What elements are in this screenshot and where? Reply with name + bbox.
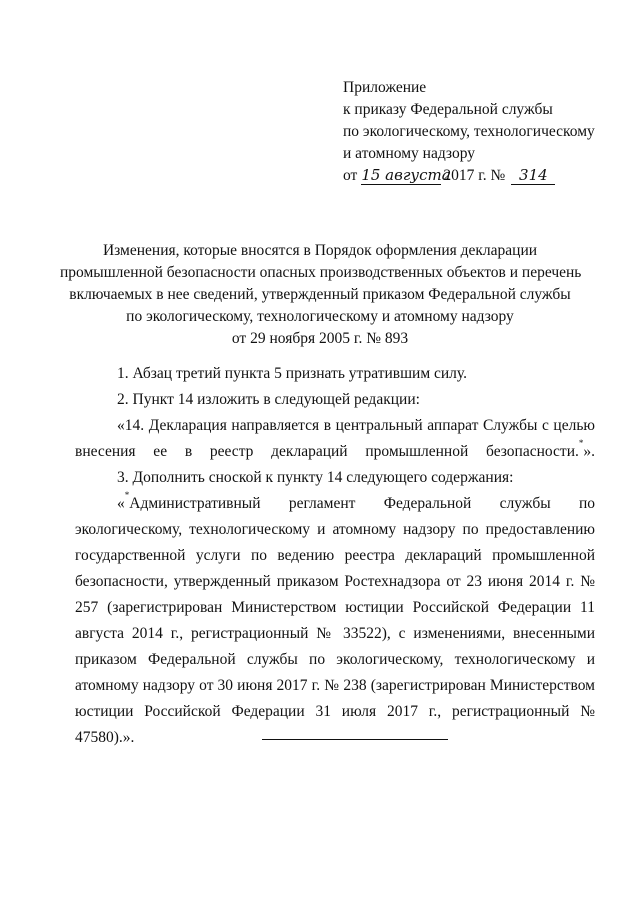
- title-line: Изменения, которые вносятся в Порядок оформления декларации: [102, 242, 538, 259]
- appendix-line: Приложение: [343, 79, 427, 96]
- appendix-line: и атомному надзору: [343, 145, 475, 162]
- item-2: 2. Пункт 14 изложить в следующей редакции:: [117, 391, 420, 408]
- footnote-mark: *: [578, 438, 584, 448]
- title-line: по экологическому, технологическому и атомному надзору: [126, 308, 514, 325]
- footnote-text: «*Административный регламент Федеральной службы по экологическому, технологическому и атомному надзору по предоставлению государственной услуги по ведению реестра деклараций промышленной безопасности, утвержденный приказом Ростехнадзора от 23 июня 2014 г. № 257 (зарегистрирован Министерством юстиции Российской Федерации 11 августа 2014 г., регистрационный № 33522), с изменениями, внесенными приказом Федеральной службы по экологическому, технологическому и атомному надзору от 30 июня 2017 г. № 238 (зарегистрирован Министерством юстиции Российской Федерации 31 июля 2017 г., регистрационный № 47580).».: [75, 490, 595, 746]
- item-2-quote: «14. Декларация направляется в центральный аппарат Службы с целью внесения ее в реестр деклараций промышленной безопасности.*».: [75, 417, 595, 460]
- closing-rule: [262, 739, 448, 740]
- item-3: 3. Дополнить сноской к пункту 14 следующего содержания:: [117, 469, 514, 486]
- appendix-line: к приказу Федеральной службы: [343, 101, 553, 118]
- handwritten-date: 15 августа: [361, 166, 451, 184]
- title-line: от 29 ноября 2005 г. № 893: [231, 330, 409, 347]
- appendix-header: [343, 77, 595, 187]
- date-prefix: от: [343, 167, 358, 184]
- title-line: промышленной безопасности опасных производственных объектов и перечень: [60, 264, 582, 281]
- title-line: включаемых в нее сведений, утвержденный приказом Федеральной службы: [69, 286, 571, 303]
- handwritten-order-number: 314: [511, 167, 555, 185]
- appendix-line: по экологическому, технологическому: [343, 123, 595, 140]
- document-title: [60, 240, 580, 350]
- order-date-line: [343, 165, 595, 187]
- date-suffix: 2017 г. №: [443, 167, 506, 184]
- item-1: 1. Абзац третий пункта 5 признать утратившим силу.: [117, 365, 467, 382]
- document-body: [75, 361, 595, 751]
- footnote-mark: *: [124, 490, 130, 500]
